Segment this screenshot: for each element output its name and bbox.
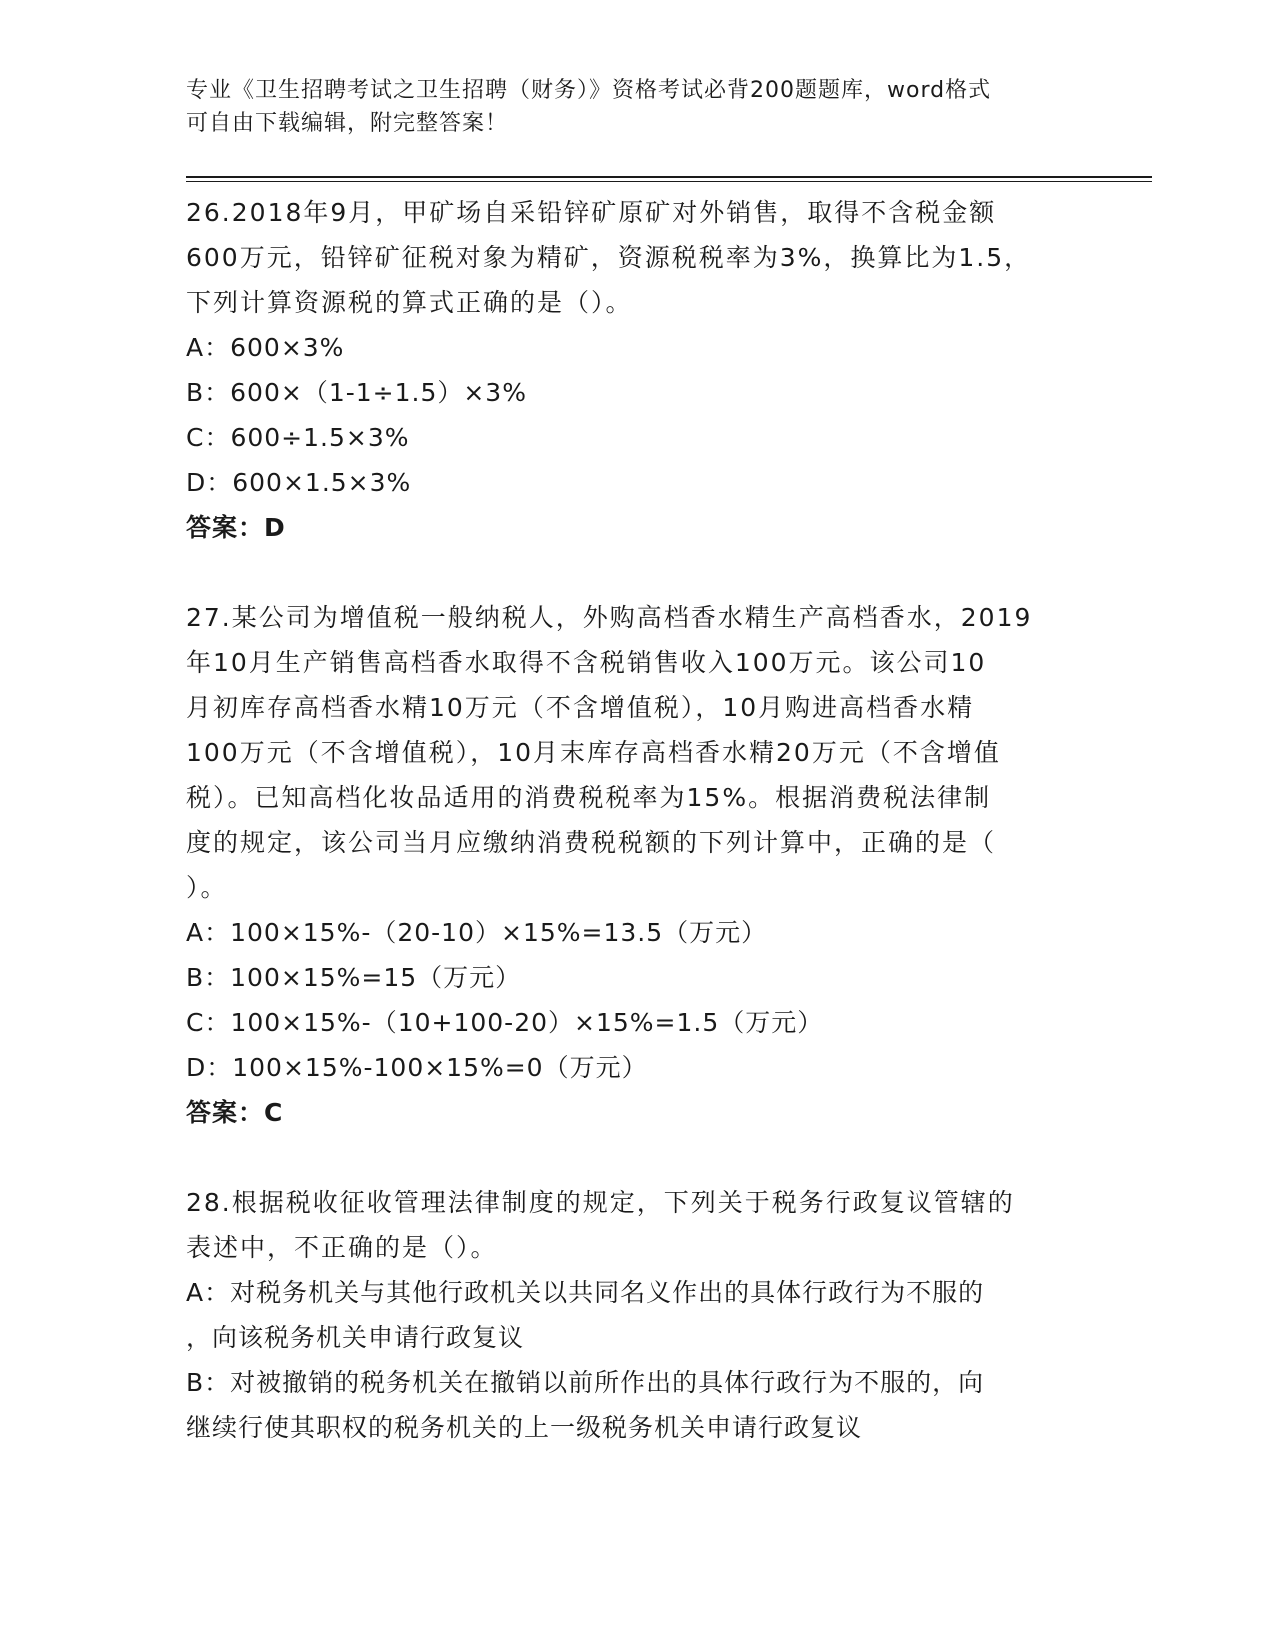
option-c: C：600÷1.5×3% (186, 423, 410, 452)
option-c: C：100×15%-（10+100-20）×15%=1.5（万元） (186, 1008, 824, 1037)
spacer (186, 1135, 1086, 1180)
header-divider-thin (186, 181, 1152, 182)
option-b: B：对被撤销的税务机关在撤销以前所作出的具体行政行为不服的，向 继续行使其职权的税务机关的上一级税务机关申请行政复议 (186, 1368, 985, 1442)
question-text: 26.2018年9月，甲矿场自采铅锌矿原矿对外销售，取得不含税金额 600万元，铅锌矿征税对象为精矿，资源税税率为3%，换算比为1.5， 下列计算资源税的算式正确的是（）。 (186, 198, 1032, 317)
question-text: 27.某公司为增值税一般纳税人，外购高档香水精生产高档香水，2019 年10月生产销售高档香水取得不含税销售收入100万元。该公司10 月初库存高档香水精10万元（不含增值税），10月购进高档香水精 100万元（不含增值税），10月末库存高档香水精20万元（不含增值 税）。已知高档化妆品适用的消费税税率为15%。根据消费税法律制 度的规定，该公司当月应缴纳消费税税额的下列计算中，正确的是（ ）。 (186, 603, 1033, 902)
answer: 答案：C (186, 1098, 284, 1127)
question-list (186, 190, 1086, 1450)
option-b: B：600×（1-1÷1.5）×3% (186, 378, 527, 407)
question-27 (186, 595, 1086, 1135)
option-a: A：对税务机关与其他行政机关以共同名义作出的具体行政行为不服的 ，向该税务机关申请行政复议 (186, 1278, 985, 1352)
option-b: B：100×15%=15（万元） (186, 963, 522, 992)
document-header: 专业《卫生招聘考试之卫生招聘（财务）》资格考试必背200题题库，word格式 可自由下载编辑，附完整答案！ (186, 78, 992, 136)
option-d: D：100×15%-100×15%=0（万元） (186, 1053, 648, 1082)
spacer (186, 550, 1086, 595)
question-28 (186, 1180, 1086, 1450)
question-26 (186, 190, 1086, 550)
answer: 答案：D (186, 513, 286, 542)
header-divider-thick (186, 176, 1152, 178)
option-a: A：100×15%-（20-10）×15%=13.5（万元） (186, 918, 768, 947)
question-text: 28.根据税收征收管理法律制度的规定，下列关于税务行政复议管辖的 表述中，不正确的是（）。 (186, 1188, 1015, 1262)
option-d: D：600×1.5×3% (186, 468, 412, 497)
option-a: A：600×3% (186, 333, 345, 362)
